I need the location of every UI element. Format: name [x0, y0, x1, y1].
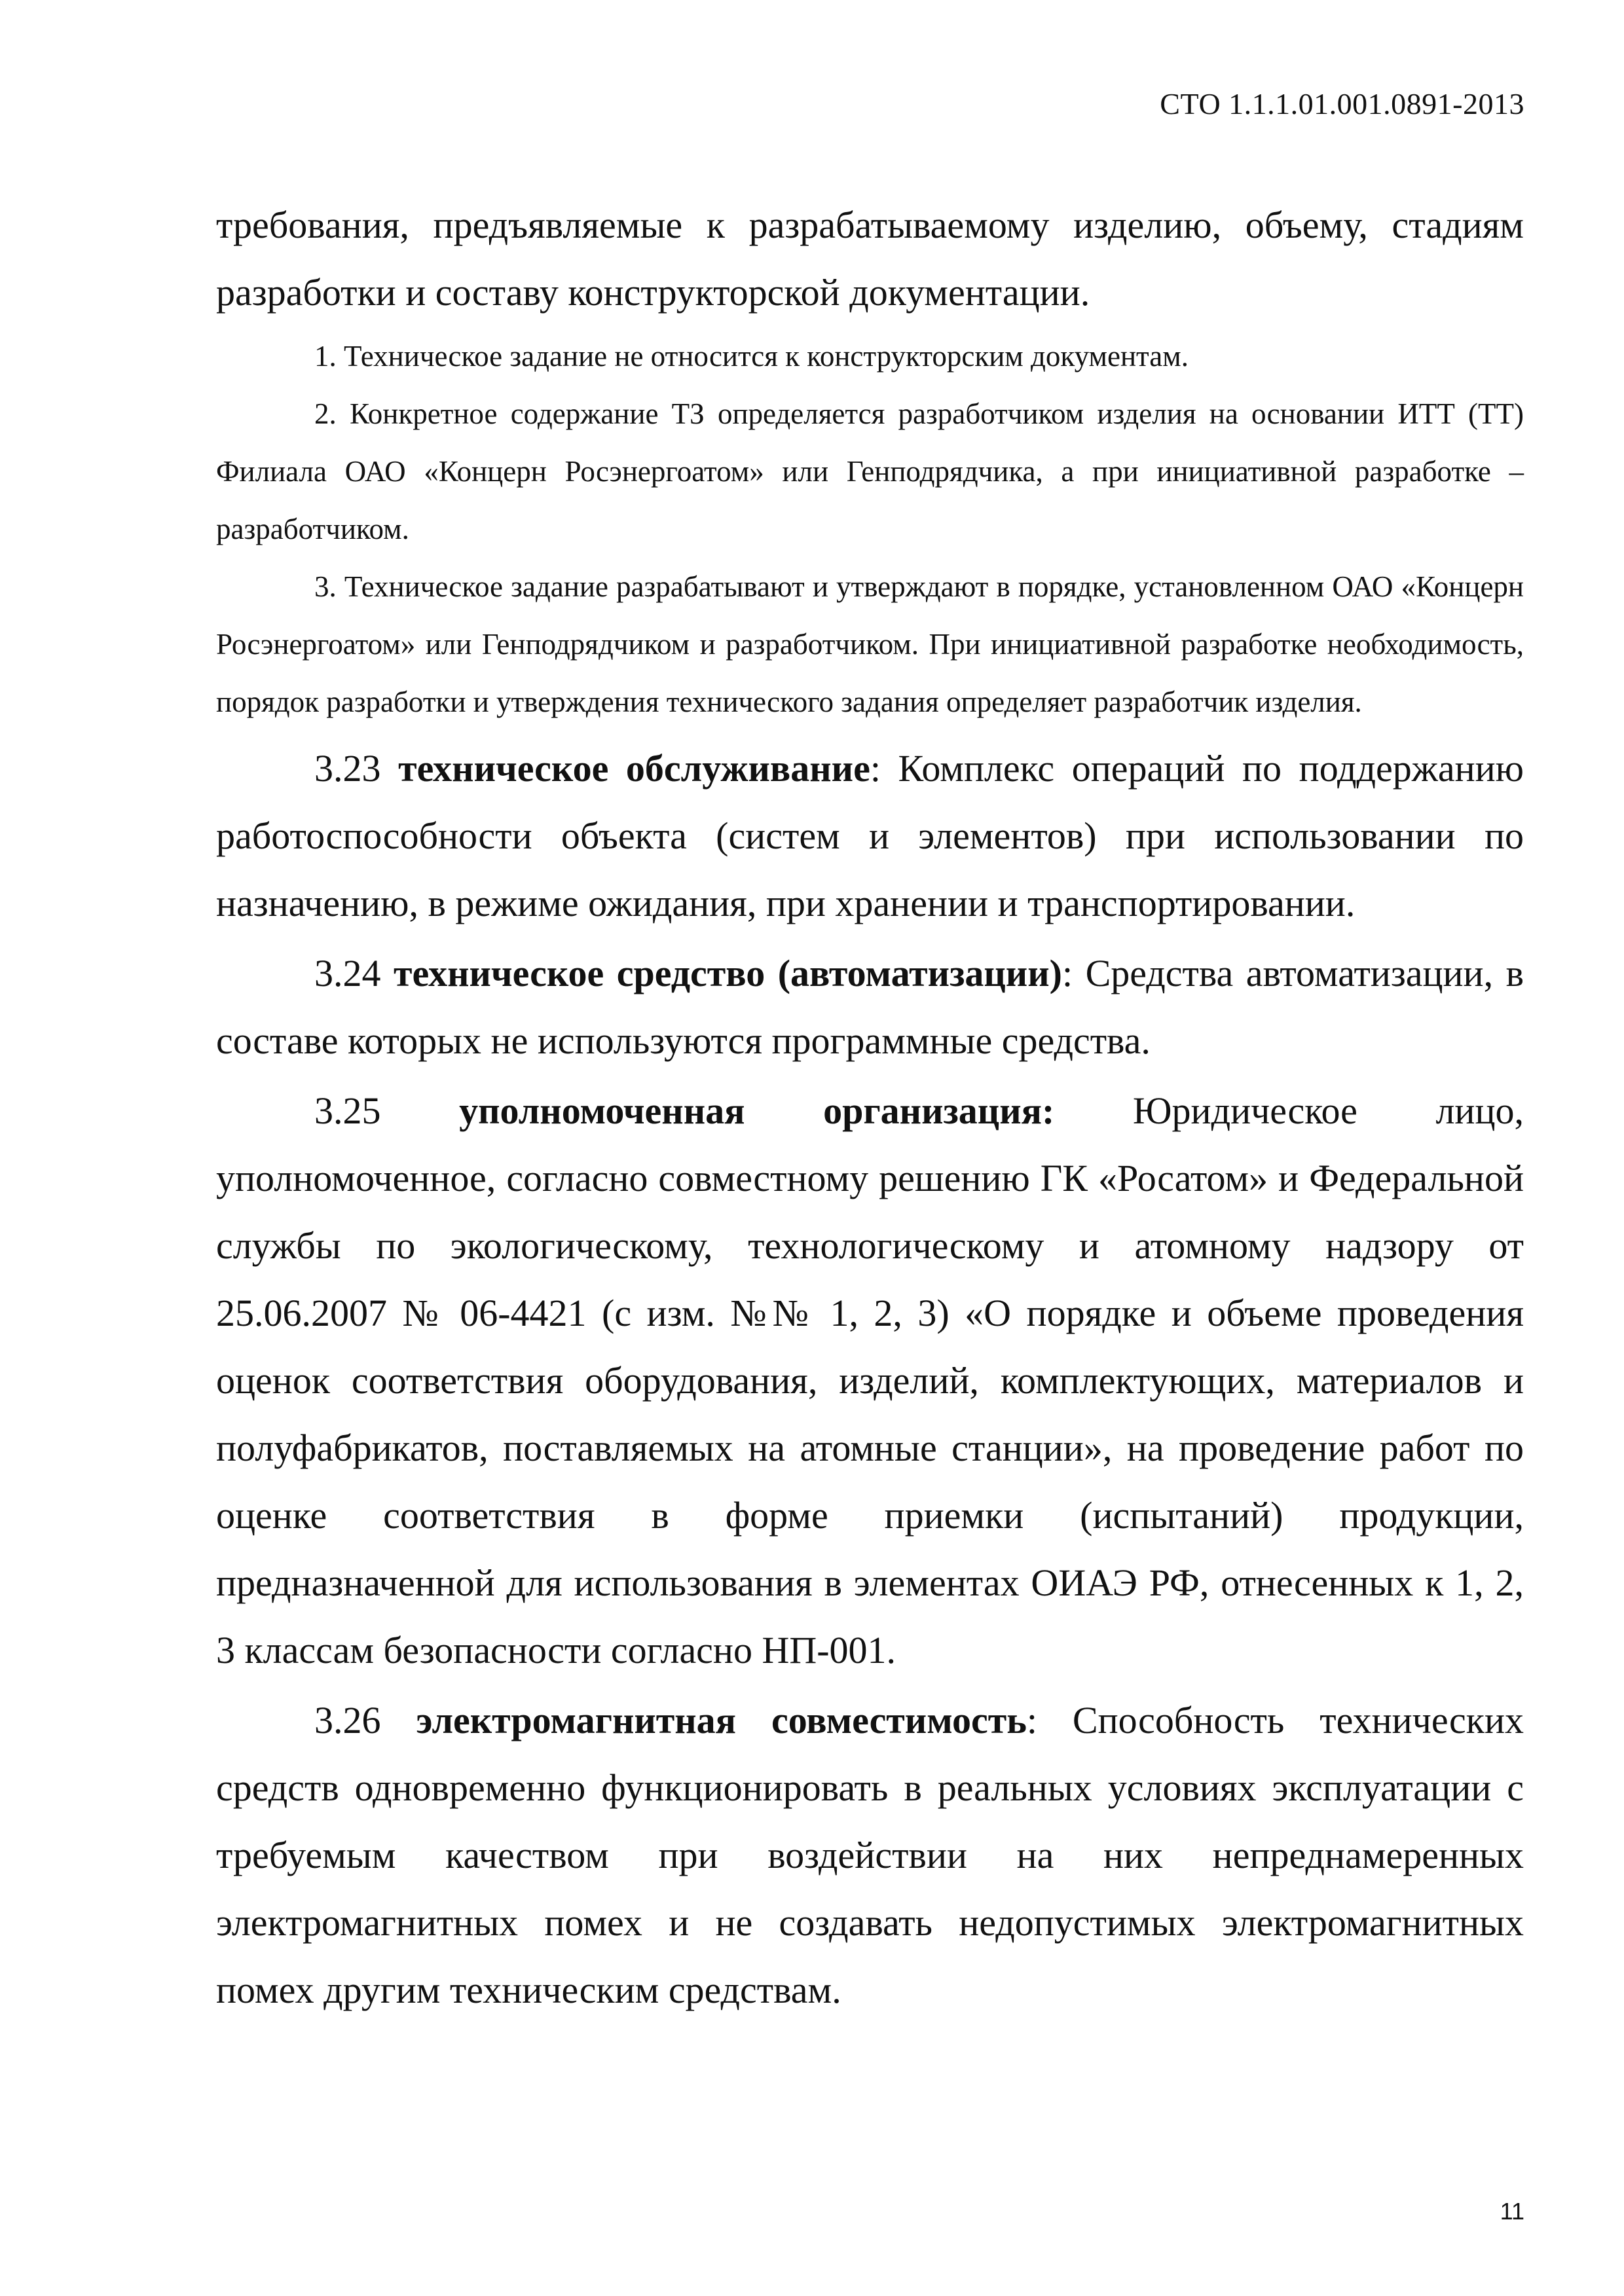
term-title: электромагнитная совместимость: [416, 1699, 1027, 1741]
page-content: [216, 191, 1524, 2024]
term-number: 3.24: [314, 952, 381, 994]
intro-paragraph: требования, предъявляемые к разрабатываемому изделию, объему, стадиям разработки и составу конструкторской документации.: [216, 204, 1524, 314]
term-number: 3.23: [314, 747, 381, 790]
term-3-26: [216, 1686, 1524, 2024]
term-title: техническое обслуживание: [398, 747, 870, 790]
note-1: 1. Техническое задание не относится к конструкторским документам.: [314, 340, 1189, 373]
document-code: СТО 1.1.1.01.001.0891-2013: [1160, 87, 1524, 120]
term-title: уполномоченная организация:: [459, 1089, 1055, 1132]
term-number: 3.26: [314, 1699, 381, 1741]
term-definition: Юридическое лицо, уполномоченное, согласно совместному решению ГК «Росатом» и Федеральной службы по экологическому, технологическому и атомному надзору от 25.06.2007 № 06-4421 (с изм. №№ 1, 2, 3) «О порядке и объеме проведения оценок соответствия оборудования, изделий, комплектующих, материалов и полуфабрикатов, поставляемых на атомные станции», на проведение работ по оценке соответствия в форме приемки (испытаний) продукции, предназначенной для использования в элементах ОИАЭ РФ, отнесенных к 1, 2, 3 классам безопасности согласно НП-001.: [216, 1089, 1524, 1671]
term-3-24: [216, 939, 1524, 1074]
term-definition: : Комплекс операций по поддержанию работоспособности объекта (систем и элементов) при использовании по назначению, в режиме ожидания, при хранении и транспортировании.: [216, 747, 1524, 924]
term-3-25: [216, 1077, 1524, 1684]
term-definition: : Способность технических средств одновременно функционировать в реальных условиях эксплуатации с требуемым качеством при воздействии на них непреднамеренных электромагнитных помех и не создавать недопустимых электромагнитных помех другим техническим средствам.: [216, 1699, 1524, 2011]
notes-block: [216, 327, 1524, 731]
term-3-23: [216, 735, 1524, 937]
term-definition: : Средства автоматизации, в составе которых не используются программные средства.: [216, 952, 1524, 1062]
note-3: 3. Техническое задание разрабатывают и утверждают в порядке, установленном ОАО «Концерн Росэнергоатом» или Генподрядчиком и разработчиком. При инициативной разработке необходимость, порядок разработки и утверждения технического задания определяет разработчик изделия.: [216, 570, 1524, 718]
page-number: 11: [1500, 2198, 1524, 2225]
note-2: 2. Конкретное содержание ТЗ определяется разработчиком изделия на основании ИТТ (ТТ) Филиала ОАО «Концерн Росэнергоатом» или Генподрядчика, а при инициативной разработке – разработчиком.: [216, 397, 1524, 545]
term-number: 3.25: [314, 1089, 381, 1132]
term-title: техническое средство (автоматизации): [394, 952, 1062, 994]
